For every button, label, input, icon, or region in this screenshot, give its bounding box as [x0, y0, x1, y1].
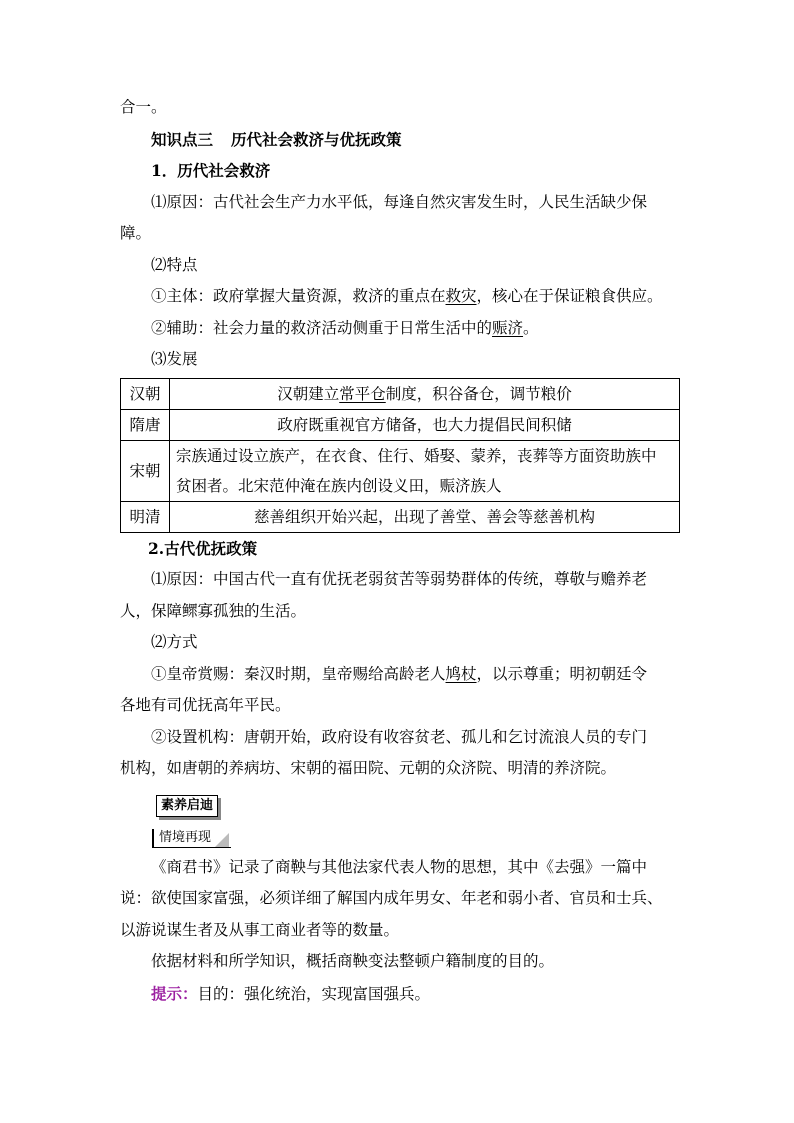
text-span: 。	[523, 318, 539, 337]
subheading-features: ⑵特点	[151, 255, 198, 274]
corner-triangle-icon	[215, 833, 229, 847]
development-table	[120, 378, 680, 533]
literacy-badge: 素养启迪	[156, 795, 218, 817]
continuation-text: 合一。	[120, 98, 167, 116]
knowledge-point-label: 知识点三	[151, 129, 214, 149]
subheading-preferential: 2.古代优抚政策	[148, 538, 258, 558]
text-span: 制度，积谷备仓，调节粮价	[385, 384, 572, 403]
scene-label-row	[120, 817, 680, 848]
text-line: 宗族通过设立族产，在衣食、住行、婚娶、蒙养，丧葬等方面资助族中	[176, 446, 657, 465]
description-cell: 政府既重视官方储备，也大力提倡民间积储	[170, 409, 680, 440]
underlined-term-disaster-relief: 救灾	[445, 287, 477, 305]
hint-label: 提示：	[151, 983, 198, 1003]
era-cell: 明清	[121, 501, 170, 532]
document-page	[120, 92, 680, 1010]
underlined-term-staff: 鸠杖	[445, 664, 477, 683]
table-row	[121, 409, 680, 440]
paragraph-institution-a: ②设置机构：唐朝开始，政府设有收容贫老、孤儿和乞讨流浪人员的专门	[151, 727, 648, 746]
text-span: ①主体：政府掌握大量资源，救济的重点在	[151, 287, 446, 305]
underlined-term-granary: 常平仓	[339, 384, 386, 403]
scene-paragraph-a: 《商君书》记录了商鞅与其他法家代表人物的思想，其中《去强》一篇中	[151, 857, 648, 876]
scene-label	[152, 829, 231, 848]
paragraph-reason-a: ⑴原因：中国古代一直有优抚老弱贫苦等弱势群体的传统，尊敬与赡养老	[151, 570, 648, 588]
paragraph-auxiliary	[120, 313, 680, 345]
scene-label-text: 情境再现	[159, 829, 212, 845]
description-cell	[170, 440, 680, 501]
hint-paragraph	[120, 978, 680, 1011]
paragraph-reason-b: 人，保障鳏寡孤独的生活。	[120, 601, 307, 620]
knowledge-point-title: 历代社会救济与优抚政策	[231, 129, 402, 149]
text-span: ，核心在于保证粮食供应。	[476, 287, 663, 305]
paragraph-subject	[120, 281, 680, 313]
scene-paragraph-b: 说：欲使国家富强，必须详细了解国内成年男女、年老和弱小者、官员和士兵、	[120, 889, 663, 907]
era-cell: 宋朝	[121, 440, 170, 501]
scene-paragraph-c: 以游说谋生者及从事工商业者等的数量。	[120, 920, 400, 939]
text-span: ①皇帝赏赐：秦汉时期，皇帝赐给高龄老人	[151, 664, 446, 683]
text-span: ②辅助：社会力量的救济活动侧重于日常生活中的	[151, 318, 493, 337]
subheading-methods: ⑵方式	[151, 633, 198, 651]
paragraph-reason-2: 障。	[120, 224, 152, 242]
text-line: 贫困者。北宋范仲淹在族内创设义田，赈济族人	[176, 476, 502, 495]
hint-text: 目的：强化统治，实现富国强兵。	[197, 984, 431, 1003]
era-cell: 汉朝	[121, 378, 170, 409]
subheading-relief: 1．历代社会救济	[151, 161, 271, 180]
text-span: ，以示尊重；明初朝廷令	[476, 664, 648, 683]
question-text: 依据材料和所学知识，概括商鞅变法整顿户籍制度的目的。	[151, 952, 555, 970]
table-row	[121, 378, 680, 409]
subheading-development: ⑶发展	[151, 350, 198, 368]
literacy-badge-row	[120, 785, 680, 817]
description-cell	[170, 378, 680, 409]
description-cell: 慈善组织开始兴起，出现了善堂、善会等慈善机构	[170, 501, 680, 532]
table-row	[121, 501, 680, 532]
paragraph-institution-b: 机构，如唐朝的养病坊、宋朝的福田院、元朝的众济院、明清的养济院。	[120, 759, 617, 777]
underlined-term-relief: 赈济	[492, 318, 524, 337]
text-span: 汉朝建立	[277, 384, 340, 403]
paragraph-emperor-b: 各地有司优抚高年平民。	[120, 696, 291, 714]
section-heading	[120, 124, 680, 156]
era-cell: 隋唐	[121, 409, 170, 440]
paragraph-reason-1: ⑴原因：古代社会生产力水平低，每逢自然灾害发生时，人民生活缺少保	[151, 192, 648, 211]
paragraph-emperor-a	[120, 659, 680, 691]
table-row	[121, 440, 680, 501]
